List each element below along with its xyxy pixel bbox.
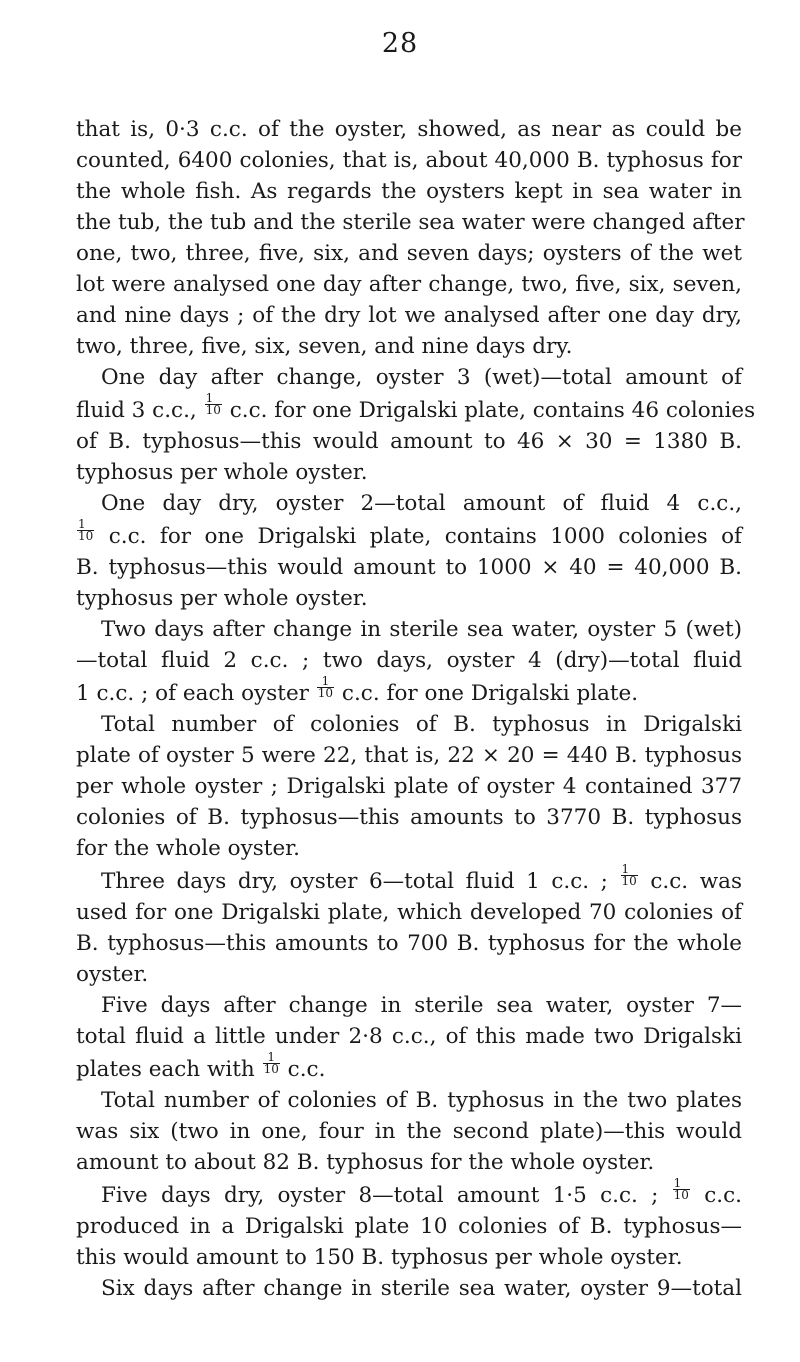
text-span: colonies of B. typhosus—this amounts to 3770 B. typhosus xyxy=(76,805,742,830)
text-line xyxy=(76,959,742,990)
text-line xyxy=(76,583,742,614)
fraction-one-tenth xyxy=(317,676,334,699)
text-span: oyster. xyxy=(76,962,149,987)
text-line xyxy=(76,676,742,709)
text-line xyxy=(76,362,742,393)
text-line xyxy=(76,802,742,833)
fraction-denominator: 10 xyxy=(263,1062,279,1076)
text-line xyxy=(76,519,742,552)
text-span: counted, 6400 colonies, that is, about 40,000 B. typhosus for xyxy=(76,148,742,173)
text-line xyxy=(76,426,742,457)
fraction-denominator: 10 xyxy=(78,529,94,543)
fraction-numerator: 1 xyxy=(673,1178,690,1190)
text-span: of B. typhosus—this would amount to 46 × 30 = 1380 B. xyxy=(76,429,742,454)
text-span: One day dry, oyster 2—total amount of fluid 4 c.c., xyxy=(101,491,742,516)
text-span: and nine days ; of the dry lot we analysed after one day dry, xyxy=(76,303,742,328)
text-span: fluid 3 c.c., xyxy=(76,398,204,423)
text-line xyxy=(76,238,742,269)
fraction-one-tenth xyxy=(205,393,222,416)
text-span: one, two, three, five, six, and seven days; oysters of the wet xyxy=(76,241,742,266)
fraction-numerator: 1 xyxy=(621,864,638,876)
body-text xyxy=(76,114,756,1304)
text-span: produced in a Drigalski plate 10 colonies of B. typhosus— xyxy=(76,1214,742,1239)
text-span: c.c. was xyxy=(638,869,742,894)
text-span: plate of oyster 5 were 22, that is, 22 × 20 = 440 B. typhosus xyxy=(76,743,742,768)
text-line xyxy=(76,833,742,864)
text-line xyxy=(76,1052,742,1085)
text-span: Total number of colonies of B. typhosus in the two plates xyxy=(101,1088,742,1113)
fraction-one-tenth xyxy=(263,1052,280,1075)
text-span: B. typhosus—this amounts to 700 B. typhosus for the whole xyxy=(76,931,742,956)
text-line xyxy=(76,145,742,176)
fraction-numerator: 1 xyxy=(263,1052,280,1064)
text-line xyxy=(76,300,742,331)
text-span: plates each with xyxy=(76,1057,262,1082)
text-line xyxy=(76,269,742,300)
text-span: c.c. xyxy=(690,1183,742,1208)
text-span: Three days dry, oyster 6—total fluid 1 c.c. ; xyxy=(101,869,620,894)
text-span: the tub, the tub and the sterile sea water were changed after xyxy=(76,210,745,235)
text-line xyxy=(76,176,742,207)
text-line xyxy=(76,645,742,676)
text-line xyxy=(76,614,742,645)
text-span: per whole oyster ; Drigalski plate of oyster 4 contained 377 xyxy=(76,774,742,799)
text-line xyxy=(76,207,745,238)
fraction-denominator: 10 xyxy=(621,874,637,888)
text-line xyxy=(76,331,742,362)
text-span: that is, 0·3 c.c. of the oyster, showed, as near as could be xyxy=(76,117,742,142)
text-span: this would amount to 150 B. typhosus per whole oyster. xyxy=(76,1245,683,1270)
text-span: Six days after change in sterile sea water, oyster 9—total xyxy=(101,1276,742,1301)
text-span: typhosus per whole oyster. xyxy=(76,460,368,485)
fraction-one-tenth xyxy=(621,864,638,887)
text-line xyxy=(76,1242,742,1273)
text-line xyxy=(76,1211,742,1242)
text-span: c.c. xyxy=(280,1057,326,1082)
text-span: c.c. for one Drigalski plate. xyxy=(335,681,639,706)
text-span: Five days dry, oyster 8—total amount 1·5 c.c. ; xyxy=(101,1183,672,1208)
text-line xyxy=(76,1147,742,1178)
text-line xyxy=(76,740,742,771)
text-line xyxy=(76,1273,742,1304)
fraction-one-tenth xyxy=(77,519,94,542)
text-span: One day after change, oyster 3 (wet)—total amount of xyxy=(101,365,742,390)
fraction-numerator: 1 xyxy=(205,393,222,405)
text-line xyxy=(76,391,756,426)
text-line xyxy=(76,552,742,583)
text-line xyxy=(76,488,742,519)
fraction-numerator: 1 xyxy=(77,519,94,531)
text-span: c.c. for one Drigalski plate, contains 46 colonies xyxy=(222,398,756,423)
text-span: the whole fish. As regards the oysters kept in sea water in xyxy=(76,179,742,204)
text-span: typhosus per whole oyster. xyxy=(76,586,368,611)
fraction-numerator: 1 xyxy=(317,676,334,688)
text-line xyxy=(76,1178,742,1211)
text-line xyxy=(76,1116,742,1147)
text-span: for the whole oyster. xyxy=(76,836,300,861)
text-span: c.c. for one Drigalski plate, contains 1000 colonies of xyxy=(95,524,742,549)
fraction-denominator: 10 xyxy=(317,686,334,700)
page-number: 28 xyxy=(381,28,419,59)
text-line xyxy=(76,928,742,959)
text-line xyxy=(76,771,742,802)
fraction-denominator: 10 xyxy=(205,403,221,417)
fraction-one-tenth xyxy=(673,1178,690,1201)
text-span: Total number of colonies of B. typhosus in Drigalski xyxy=(101,712,742,737)
text-line xyxy=(76,114,742,145)
text-span: lot were analysed one day after change, two, five, six, seven, xyxy=(76,272,742,297)
text-span: B. typhosus—this would amount to 1000 × 40 = 40,000 B. xyxy=(76,555,742,580)
text-line xyxy=(76,457,742,488)
text-span: 1 c.c. ; of each oyster xyxy=(76,681,316,706)
fraction-denominator: 10 xyxy=(673,1188,689,1202)
text-span: Five days after change in sterile sea water, oyster 7— xyxy=(101,993,742,1018)
text-span: two, three, five, six, seven, and nine days dry. xyxy=(76,334,573,359)
text-span: Two days after change in sterile sea water, oyster 5 (wet) xyxy=(101,617,742,642)
text-span: was six (two in one, four in the second plate)—this would xyxy=(76,1119,742,1144)
text-line xyxy=(76,1021,742,1052)
text-span: used for one Drigalski plate, which developed 70 colonies of xyxy=(76,900,742,925)
text-span: —total fluid 2 c.c. ; two days, oyster 4 (dry)—total fluid xyxy=(76,648,742,673)
text-line xyxy=(76,709,742,740)
text-line xyxy=(76,897,742,928)
text-span: total fluid a little under 2·8 c.c., of this made two Drigalski xyxy=(76,1024,742,1049)
text-line xyxy=(76,864,742,897)
text-line xyxy=(76,990,742,1021)
text-line xyxy=(76,1085,742,1116)
text-span: amount to about 82 B. typhosus for the whole oyster. xyxy=(76,1150,655,1175)
